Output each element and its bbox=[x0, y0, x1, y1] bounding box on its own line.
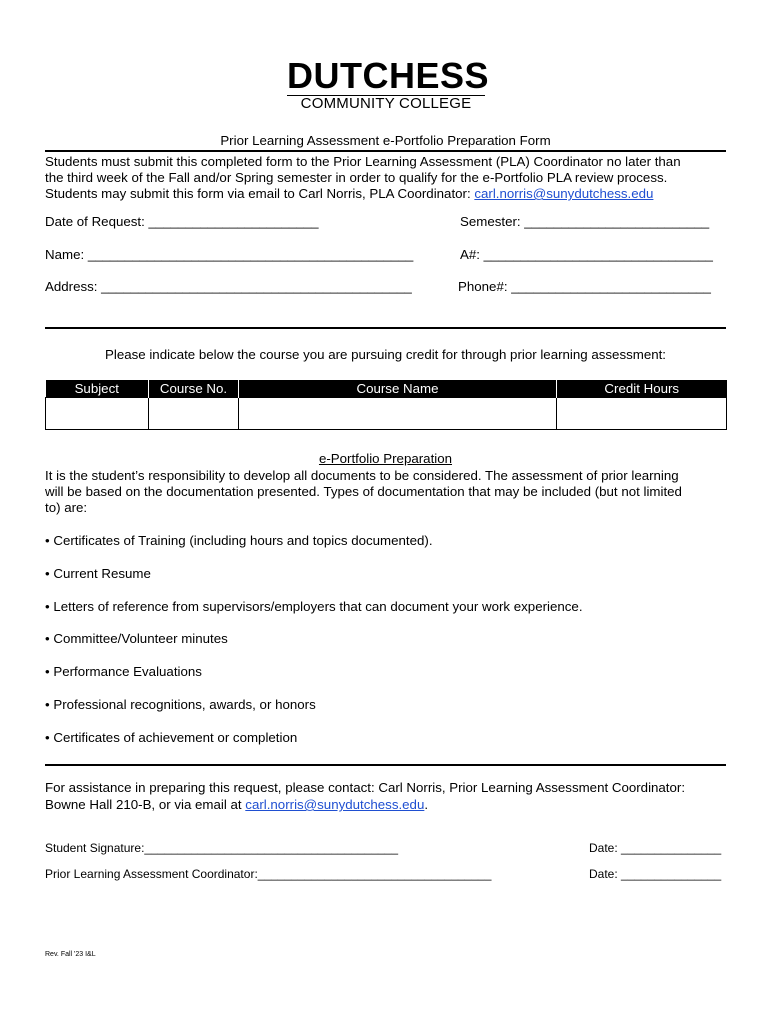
course-table-header bbox=[46, 380, 727, 398]
coordinator-signature-field[interactable] bbox=[45, 867, 491, 881]
title-rule bbox=[45, 150, 726, 152]
list-item: • Committee/Volunteer minutes bbox=[45, 631, 228, 646]
course-no-cell[interactable] bbox=[149, 398, 239, 430]
list-item: • Certificates of achievement or completion bbox=[45, 730, 298, 745]
list-item: • Current Resume bbox=[45, 566, 151, 581]
course-name-cell[interactable] bbox=[239, 398, 557, 430]
header-course-name: Course Name bbox=[239, 380, 557, 398]
header-course-no: Course No. bbox=[149, 380, 239, 398]
table-row bbox=[46, 398, 727, 430]
assistance-rule bbox=[45, 764, 726, 766]
coordinator-signature-label: Prior Learning Assessment Coordinator: bbox=[45, 867, 258, 881]
revision-note: Rev. Fall '23 I&L bbox=[45, 951, 96, 958]
student-signature-line[interactable]: ______________________________________ bbox=[144, 841, 399, 855]
subject-cell[interactable] bbox=[46, 398, 149, 430]
credit-hours-cell[interactable] bbox=[557, 398, 727, 430]
course-prompt: Please indicate below the course you are pursuing credit for through prior learning assessment: bbox=[105, 347, 666, 362]
phone-field[interactable]: Phone#: ___________________________ bbox=[458, 279, 711, 294]
semester-field[interactable]: Semester: _________________________ bbox=[460, 214, 710, 229]
intro-line-3 bbox=[45, 186, 653, 202]
list-item: • Performance Evaluations bbox=[45, 664, 202, 679]
assistance-line-2-end: . bbox=[424, 797, 429, 812]
header-subject: Subject bbox=[46, 380, 149, 398]
college-logo-subtitle: COMMUNITY COLLEGE bbox=[300, 95, 472, 112]
a-number-field[interactable]: A#: _______________________________ bbox=[460, 247, 713, 262]
list-item: • Certificates of Training (including hours and topics documented). bbox=[45, 533, 433, 548]
eportfolio-para-line-3: to) are: bbox=[45, 500, 88, 515]
address-field[interactable]: Address: __________________________________________ bbox=[45, 279, 412, 294]
name-field[interactable]: Name: ____________________________________________ bbox=[45, 247, 414, 262]
list-item: • Professional recognitions, awards, or honors bbox=[45, 697, 316, 712]
course-table bbox=[45, 380, 727, 430]
assistance-email-link[interactable]: carl.norris@sunydutchess.edu bbox=[245, 797, 425, 812]
student-signature-field[interactable] bbox=[45, 841, 398, 855]
eportfolio-para-line-1: It is the student’s responsibility to develop all documents to be considered. The assessment of prior learning bbox=[45, 468, 679, 483]
form-title: Prior Learning Assessment e-Portfolio Preparation Form bbox=[220, 133, 551, 148]
coordinator-email-link[interactable]: carl.norris@sunydutchess.edu bbox=[474, 186, 654, 201]
header-credit-hours: Credit Hours bbox=[557, 380, 727, 398]
section-rule bbox=[45, 327, 726, 329]
college-logo-name: DUTCHESS bbox=[287, 55, 490, 96]
student-signature-label: Student Signature: bbox=[45, 841, 145, 855]
assistance-line-1: For assistance in preparing this request, please contact: Carl Norris, Prior Learning Assessment Coordinator: bbox=[45, 780, 686, 795]
student-date-field[interactable]: Date: _______________ bbox=[589, 841, 722, 855]
coordinator-signature-line[interactable]: ___________________________________ bbox=[257, 867, 492, 881]
eportfolio-heading: e-Portfolio Preparation bbox=[318, 451, 453, 466]
date-of-request-field[interactable]: Date of Request: _______________________ bbox=[45, 214, 319, 229]
intro-line-3-text: Students may submit this form via email to Carl Norris, PLA Coordinator: bbox=[45, 186, 475, 201]
list-item: • Letters of reference from supervisors/employers that can document your work experience. bbox=[45, 599, 583, 614]
coordinator-date-field[interactable]: Date: _______________ bbox=[589, 867, 722, 881]
eportfolio-para-line-2: will be based on the documentation presented. Types of documentation that may be included (but not limited bbox=[45, 484, 682, 499]
intro-line-2: the third week of the Fall and/or Spring semester in order to qualify for the e-Portfolio PLA review process. bbox=[45, 170, 668, 185]
intro-line-1: Students must submit this completed form to the Prior Learning Assessment (PLA) Coordinator no later than bbox=[45, 154, 681, 169]
assistance-line-2-text: Bowne Hall 210-B, or via email at bbox=[45, 797, 246, 812]
assistance-line-2 bbox=[45, 797, 428, 813]
